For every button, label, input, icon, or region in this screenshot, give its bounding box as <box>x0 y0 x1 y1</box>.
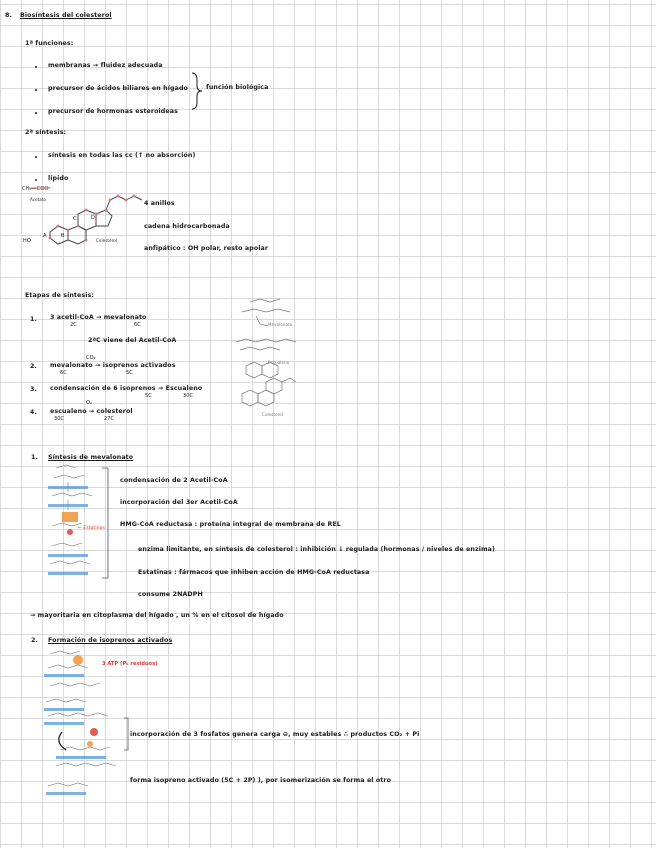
section2-number: 2. <box>31 637 38 644</box>
bullet <box>35 179 37 181</box>
step-4-carbons-left: 30C <box>54 416 65 422</box>
section1-note-2: incorporación del 3er Acetil-CoA <box>120 499 238 506</box>
page-title: Biosíntesis del colesterol <box>20 12 112 19</box>
statins-figure-label: ← Estatinas <box>78 526 105 531</box>
section1-note-3: HMG-CoA reductasa : proteína integral de membrana de REL <box>120 521 341 528</box>
funciones-item-2: precursor de ácidos biliares en hígado <box>48 85 188 92</box>
figure-label-colesterol: Colesterol <box>262 412 284 417</box>
bullet <box>35 112 37 114</box>
figure-label-escualeno: Escualeno <box>268 360 290 365</box>
acetate-formula: CH₃—COO⁻ <box>22 186 52 192</box>
step-2-carbons-left: 6C <box>60 370 67 376</box>
ring-b-label: B <box>61 233 65 239</box>
step-4-carbons-right: 27C <box>104 416 115 422</box>
step-2-above: CO₂ <box>86 355 96 361</box>
estructura-item-2: lípido <box>48 175 69 182</box>
step-3-number: 3. <box>30 386 37 393</box>
structure-note-3: anfipático : OH polar, resto apolar <box>144 245 269 252</box>
step-4-above: O₂ <box>86 400 93 406</box>
step-3-carbons-right: 30C <box>183 393 194 399</box>
ring-d-label: D <box>91 215 95 221</box>
section2-title: Formación de isoprenos activados <box>48 637 173 644</box>
step-1-carbons-right: 6C <box>134 322 141 328</box>
step-3-carbons-left: 5C <box>145 393 152 399</box>
bullet <box>35 89 37 91</box>
section1-footnote: → mayoritaria en citoplasma del hígado , un % en el citosol de hígado <box>30 612 284 619</box>
pathway-structures-figure <box>232 294 302 420</box>
step-2-number: 2. <box>30 363 37 370</box>
acetate-name: Acetato <box>30 197 47 202</box>
brace-note: función biológica <box>206 84 269 91</box>
structure-note-1: 4 anillos <box>144 200 175 207</box>
section1-note-4: enzima limitante, en síntesis de colesterol : inhibición ↓ regulada (hormonas / niveles de enzima) <box>138 546 495 553</box>
bullet <box>35 66 37 68</box>
section1-title: Síntesis de mevalonato <box>48 454 134 461</box>
funciones-label: 1ª funciones: <box>25 40 74 47</box>
step-1-extra: 2ªC viene del Acetil-CoA <box>88 337 177 344</box>
step-1-number: 1. <box>30 316 37 323</box>
ring-c-label: C <box>73 216 77 222</box>
section1-note-6: consume 2NADPH <box>138 591 203 598</box>
curly-brace-icon <box>190 72 204 110</box>
step-1-carbons-left: 2C <box>70 322 77 328</box>
section1-note-5: Estatinas : fármacos que inhiben acción de HMG-CoA reductasa <box>138 569 370 576</box>
mevalonate-pathway-figure <box>42 462 114 582</box>
step-4-number: 4. <box>30 409 37 416</box>
atp-red-note: 3 ATP (P₀ residuos) <box>102 661 158 667</box>
section-number: 8. <box>5 12 12 19</box>
etapas-label: Etapas de síntesis: <box>25 292 94 299</box>
estructura-item-1: síntesis en todas las cc (↑ no absorción) <box>48 152 196 159</box>
section2-note-1: incorporación de 3 fosfatos genera carga ⊖, muy estables ∴ productos CO₂ + Pi <box>130 731 420 738</box>
isoprene-activation-figure <box>40 646 130 806</box>
structure-note-2: cadena hidrocarbonada <box>144 223 230 230</box>
section1-note-1: condensación de 2 Acetil-CoA <box>120 477 228 484</box>
estructura-label: 2ª síntesis: <box>25 129 67 136</box>
section2-note-2: forma isopreno activado (5C + 2P) ), por isomerización se forma el otro <box>130 777 392 784</box>
funciones-item-3: precursor de hormonas esteroideas <box>48 108 178 115</box>
cholesterol-label: Colesterol <box>96 238 118 243</box>
cholesterol-structure-figure <box>20 182 150 248</box>
step-4-text: escualeno → colesterol <box>50 408 133 415</box>
ring-a-label: A <box>43 233 47 239</box>
step-2-text: mevalonato → isoprenos activados <box>50 362 176 369</box>
step-1-text: 3 acetil-CoA → mevalonato <box>50 314 147 321</box>
funciones-item-1: membranas → fluidez adecuada <box>48 62 163 69</box>
bullet <box>35 156 37 158</box>
step-3-text: condensación de 6 isoprenos → Escualeno <box>50 385 203 392</box>
section1-number: 1. <box>31 454 38 461</box>
step-2-carbons-right: 5C <box>126 370 133 376</box>
hydroxyl-label: HO <box>23 238 31 244</box>
figure-label-mevalonato: Mevalonato <box>268 322 293 327</box>
